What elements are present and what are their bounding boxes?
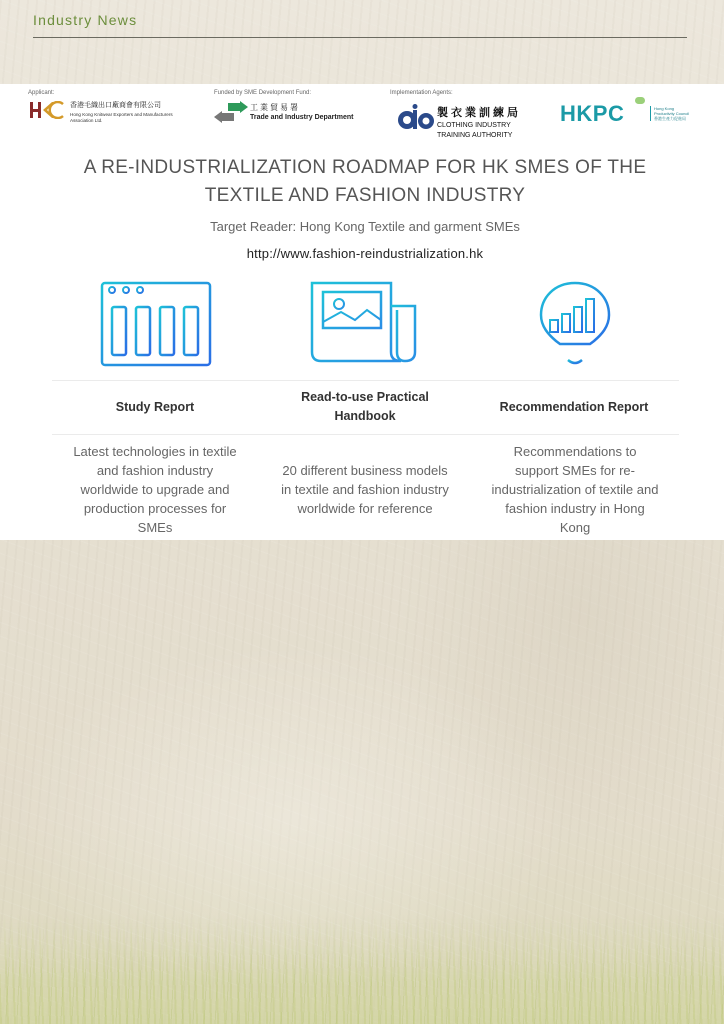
- website-link[interactable]: http://www.fashion-reindustrialization.hk: [246, 246, 484, 261]
- cita-logo-icon: [396, 104, 434, 130]
- hkpc-subtitle: Hong Kong Productivity Council 香港生產力促進局: [650, 106, 690, 121]
- recommendation-desc-line: support SMEs for re-: [515, 463, 635, 478]
- study-desc-line: Latest technologies in textile: [73, 444, 237, 459]
- recommendation-desc-line: Recommendations to: [513, 444, 637, 459]
- lightbulb-chart-icon: [538, 280, 612, 366]
- study-report-heading: Study Report: [115, 400, 195, 414]
- recommendation-desc-line: industrialization of textile and: [491, 482, 659, 497]
- sponsor-logos: [0, 84, 724, 146]
- agents-caption: Implementation Agents:: [390, 90, 453, 96]
- funder-name-en: Trade and Industry Department: [250, 114, 354, 121]
- browser-window-icon: [100, 281, 212, 367]
- study-desc-line: and fashion industry: [96, 463, 214, 478]
- cita-name-en-2: TRAINING AUTHORITY: [437, 132, 513, 139]
- study-desc-line: SMEs: [137, 520, 173, 535]
- background-grass: [0, 914, 724, 1024]
- handbook-desc-line: in textile and fashion industry: [281, 482, 449, 497]
- recommendation-report-description: [470, 442, 680, 537]
- applicant-name-en: Hong Kong Knitwear Exporters and Manufacturers Association Ltd.: [70, 112, 173, 123]
- hkpc-logo: [560, 101, 690, 127]
- target-reader: Target Reader: Hong Kong Textile and garment SMEs: [210, 219, 520, 234]
- applicant-caption: Applicant:: [28, 90, 55, 96]
- hkpc-wordmark: HKPC: [560, 101, 625, 126]
- divider-bottom: [52, 434, 679, 435]
- applicant-name-zh: 香港毛織出口廠商會有限公司: [70, 101, 161, 109]
- recommendation-report-heading: Recommendation Report: [499, 400, 649, 414]
- cita-name-zh: 製衣業訓練局: [437, 106, 521, 119]
- handbook-heading: [270, 388, 460, 426]
- hkpc-leaf-icon: [635, 97, 645, 104]
- handbook-desc-line: 20 different business models: [282, 463, 448, 478]
- funder-name-zh: 工業貿易署: [250, 103, 300, 112]
- handbook-heading-line-2: Handbook: [334, 409, 396, 423]
- page-title-line-2: TEXTILE AND FASHION INDUSTRY: [204, 185, 526, 206]
- study-desc-line: worldwide to upgrade and: [80, 482, 230, 497]
- hkkema-logo-icon: [30, 101, 64, 119]
- handbook-heading-line-1: Read-to-use Practical: [301, 390, 429, 404]
- page-header: [33, 12, 687, 38]
- page-title-line-1: A RE-INDUSTRIALIZATION ROADMAP FOR HK SMES OF THE: [83, 157, 647, 178]
- divider-top: [52, 380, 679, 381]
- recommendation-desc-line: Kong: [559, 520, 591, 535]
- handbook-description: [262, 461, 468, 518]
- cita-name-en-1: CLOTHING INDUSTRY: [437, 122, 511, 129]
- announcement-card: [0, 84, 724, 540]
- page-title: [40, 154, 690, 210]
- recommendation-desc-line: fashion industry in Hong: [505, 501, 645, 516]
- cita-name: [437, 104, 521, 140]
- applicant-name: [70, 100, 195, 123]
- tid-logo-icon: [214, 101, 248, 123]
- study-report-description: [55, 442, 255, 537]
- study-desc-line: production processes for: [83, 501, 227, 516]
- newspaper-icon: [309, 280, 421, 364]
- funder-caption: Funded by SME Development Fund:: [214, 90, 312, 96]
- section-title: Industry News: [33, 12, 138, 28]
- handbook-desc-line: worldwide for reference: [297, 501, 433, 516]
- funder-name: [250, 102, 353, 121]
